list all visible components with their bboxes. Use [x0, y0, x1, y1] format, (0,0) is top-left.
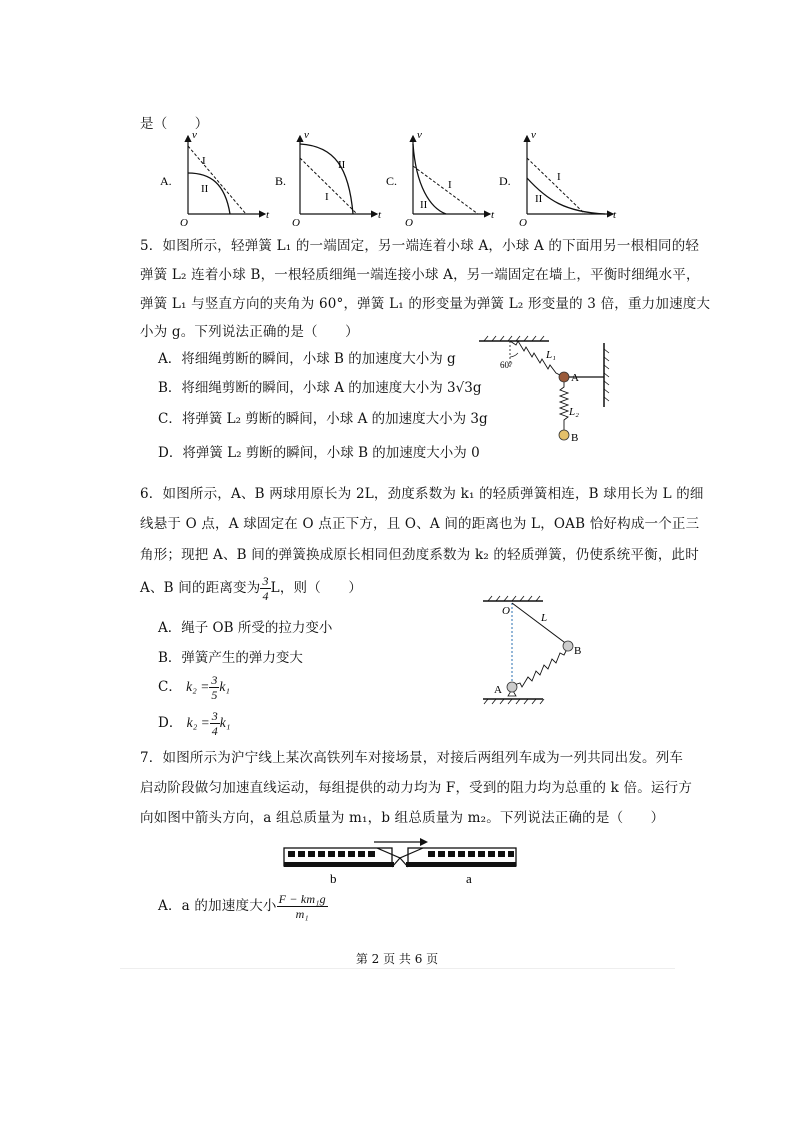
q5-line4: 小为 g。下列说法正确的是（ ）	[140, 324, 359, 340]
svg-text:A: A	[494, 684, 502, 696]
svg-text:O: O	[180, 217, 188, 228]
footer-divider	[120, 968, 675, 969]
svg-text:B.: B.	[275, 174, 287, 188]
q4-options	[150, 128, 630, 228]
q4-graphs	[150, 128, 630, 228]
q6-option-b: B．弹簧产生的弹力变大	[158, 650, 303, 666]
q6-fraction: $\frac{3}{4}$	[262, 574, 269, 603]
svg-text:t: t	[491, 209, 495, 221]
q6-line4	[140, 575, 362, 602]
q5-option-b: B．将细绳剪断的瞬间，小球 A 的加速度大小为 3√3g	[158, 380, 482, 396]
svg-text:v: v	[417, 129, 422, 141]
svg-text:O: O	[502, 605, 510, 617]
q7-train-figure	[282, 836, 518, 888]
svg-text:v: v	[192, 129, 197, 141]
q6-option-a: A．绳子 OB 所受的拉力变小	[158, 620, 333, 636]
q5-option-a: A．将细绳剪断的瞬间，小球 B 的加速度大小为 g	[158, 351, 456, 367]
svg-text:t: t	[378, 209, 382, 221]
svg-text:II: II	[420, 199, 428, 211]
svg-text:C.: C.	[386, 174, 398, 188]
q7-line1: 7．如图所示为沪宁线上某次高铁列车对接场景，对接后两组列车成为一列共同出发。列车	[140, 750, 684, 766]
q5-line3: 弹簧 L₁ 与竖直方向的夹角为 60°，弹簧 L₁ 的形变量为弹簧 L₂ 形变量的 3 倍，重力加速度大	[140, 296, 711, 312]
svg-text:L₁: L₁	[546, 349, 556, 361]
svg-text:I: I	[202, 155, 206, 167]
svg-text:II: II	[535, 193, 543, 205]
q4-stem-tail: 是（ ）	[140, 116, 209, 132]
q6-option-d: D． k₂ = $\frac{3}{4}$ k₁	[158, 709, 231, 738]
q7-option-a: A．a 的加速度大小 $\frac{\text{F − km₁g}}{\text{m₁}}$	[158, 892, 326, 921]
svg-text:O: O	[292, 217, 300, 228]
graph-b	[275, 129, 382, 228]
q5-line1: 5．如图所示，轻弹簧 L₁ 的一端固定，另一端连着小球 A，小球 A 的下面用另一根相同的轻	[140, 238, 700, 254]
svg-text:II: II	[201, 183, 209, 195]
q7-line2: 启动阶段做匀加速直线运动，每组提供的动力均为 F，受到的阻力均为总重的 k 倍。运行方	[140, 780, 693, 796]
q5-line2: 弹簧 L₂ 连着小球 B，一根轻质细绳一端连接小球 A，另一端固定在墙上，平衡时细绳水平，	[140, 267, 700, 283]
svg-text:A.: A.	[160, 174, 172, 188]
q5-option-c: C．将弹簧 L₂ 剪断的瞬间，小球 A 的加速度大小为 3g	[158, 411, 488, 427]
svg-text:O: O	[405, 217, 413, 228]
svg-text:L₂: L₂	[569, 406, 579, 418]
svg-text:B: B	[571, 432, 579, 444]
svg-text:B: B	[574, 645, 582, 657]
q6-figure	[478, 593, 598, 713]
q6-line3: 角形；现把 A、B 间的弹簧换成原长相同但劲度系数为 k₂ 的轻质弹簧，仍使系统平衡，此时	[140, 547, 699, 563]
svg-text:I: I	[557, 171, 561, 183]
svg-text:I: I	[448, 179, 452, 191]
graph-c	[386, 129, 495, 228]
svg-text:A: A	[571, 372, 579, 384]
q6-line4-pre: A、B 间的距离变为	[140, 580, 261, 596]
svg-text:D.: D.	[499, 174, 511, 188]
svg-text:I: I	[325, 191, 329, 203]
svg-text:L: L	[541, 612, 548, 624]
q6-option-c: C． k₂ = $\frac{3}{5}$ k₁	[158, 673, 230, 702]
svg-text:v: v	[531, 129, 536, 141]
svg-text:60°: 60°	[500, 360, 513, 370]
q7-line3: 向如图中箭头方向，a 组总质量为 m₁，b 组总质量为 m₂。下列说法正确的是（ ）	[140, 810, 665, 826]
svg-text:t: t	[613, 209, 617, 221]
graph-d	[499, 129, 617, 228]
q5-figure	[474, 335, 619, 447]
q5-option-d: D．将弹簧 L₂ 剪断的瞬间，小球 B 的加速度大小为 0	[158, 445, 480, 461]
svg-text:a: a	[466, 871, 472, 886]
q6-line4-post: L，则（ ）	[270, 580, 363, 596]
svg-text:t: t	[266, 209, 270, 221]
q6-line2: 线悬于 O 点，A 球固定在 O 点正下方，且 O、A 间的距离也为 L，OAB 恰好构成一个正三	[140, 516, 700, 532]
q6-line1: 6．如图所示，A、B 两球用原长为 2L，劲度系数为 k₁ 的轻质弹簧相连，B 球用长为 L 的细	[140, 486, 704, 502]
svg-text:II: II	[338, 159, 346, 171]
svg-text:v: v	[304, 129, 309, 141]
graph-a	[160, 129, 270, 228]
svg-text:b: b	[330, 871, 337, 886]
page-footer: 第 2 页 共 6 页	[355, 952, 439, 966]
svg-text:O: O	[519, 217, 527, 228]
